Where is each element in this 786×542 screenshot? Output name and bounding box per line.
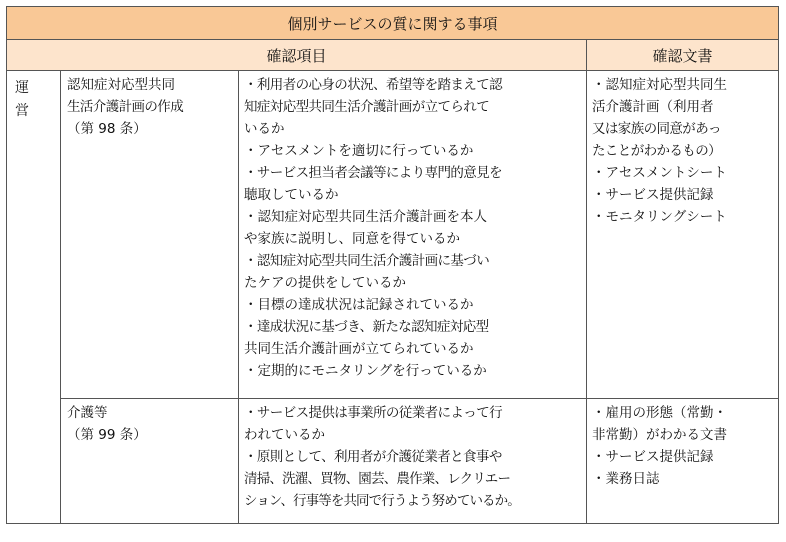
check-item-line: ・達成状況に基づき、新たな認知症対応型 bbox=[244, 319, 489, 335]
row-name-line: （第 99 条） bbox=[67, 427, 147, 443]
check-items-cell bbox=[239, 399, 587, 524]
table-row bbox=[7, 399, 779, 524]
check-item-line: たケアの提供をしているか bbox=[244, 275, 406, 291]
check-documents-cell bbox=[587, 399, 779, 524]
document-line: ・サービス提供記録 bbox=[592, 449, 714, 465]
header-check-items: 確認項目 bbox=[7, 40, 587, 71]
check-item-line: 知症対応型共同生活介護計画が立てられて bbox=[244, 99, 490, 115]
check-items-cell bbox=[239, 71, 587, 399]
check-item-line: ・アセスメントを適切に行っているか bbox=[244, 143, 474, 159]
check-item-line: ・利用者の心身の状況、希望等を踏まえて認 bbox=[244, 77, 502, 93]
row-name-line: 介護等 bbox=[67, 405, 108, 421]
row-name-cell bbox=[61, 71, 239, 399]
header-check-documents: 確認文書 bbox=[587, 40, 779, 71]
check-documents-cell bbox=[587, 71, 779, 399]
inspection-table bbox=[6, 6, 779, 524]
category-cell bbox=[7, 71, 61, 524]
row-name-cell bbox=[61, 399, 239, 524]
table-row bbox=[7, 71, 779, 399]
check-item-line: ・サービス提供は事業所の従業者によって行 bbox=[244, 405, 502, 421]
document-line: 非常勤）がわかる文書 bbox=[592, 427, 727, 443]
check-item-line: ・サービス担当者会議等により専門的意見を bbox=[244, 165, 502, 181]
check-item-line: ション、行事等を共同で行うよう努めているか。 bbox=[244, 493, 520, 509]
table-title: 個別サービスの質に関する事項 bbox=[7, 7, 779, 40]
document-line: ・サービス提供記録 bbox=[592, 187, 714, 203]
check-item-line: いるか bbox=[244, 121, 285, 137]
document-line: ・アセスメントシート bbox=[592, 165, 727, 181]
check-item-line: や家族に説明し、同意を得ているか bbox=[244, 231, 460, 247]
check-item-line: ・目標の達成状況は記録されているか bbox=[244, 297, 474, 313]
document-line: 活介護計画（利用者 bbox=[592, 99, 714, 115]
category-char: 運 bbox=[15, 80, 29, 96]
row-name-line: 生活介護計画の作成 bbox=[67, 99, 184, 115]
document-line: ・業務日誌 bbox=[592, 471, 660, 487]
check-item-line: ・原則として、利用者が介護従業者と食事や bbox=[244, 449, 502, 465]
row-name-line: 認知症対応型共同 bbox=[67, 77, 175, 93]
document-line: ・モニタリングシート bbox=[592, 209, 727, 225]
category-char: 営 bbox=[15, 103, 29, 119]
check-item-line: 共同生活介護計画が立てられているか bbox=[244, 341, 474, 357]
check-item-line: ・認知症対応型共同生活介護計画を本人 bbox=[244, 209, 487, 225]
document-line: 又は家族の同意があっ bbox=[592, 121, 721, 137]
document-line: ・認知症対応型共同生 bbox=[592, 77, 727, 93]
row-name-line: （第 98 条） bbox=[67, 121, 147, 137]
document-line: ・雇用の形態（常勤・ bbox=[592, 405, 727, 421]
check-item-line: われているか bbox=[244, 427, 325, 443]
document-line: たことがわかるもの） bbox=[592, 143, 721, 159]
check-item-line: ・定期的にモニタリングを行っているか bbox=[244, 363, 487, 379]
check-item-line: 聴取しているか bbox=[244, 187, 339, 203]
check-item-line: 清掃、洗濯、買物、園芸、農作業、レクリエー bbox=[244, 471, 511, 487]
check-item-line: ・認知症対応型共同生活介護計画に基づい bbox=[244, 253, 490, 269]
